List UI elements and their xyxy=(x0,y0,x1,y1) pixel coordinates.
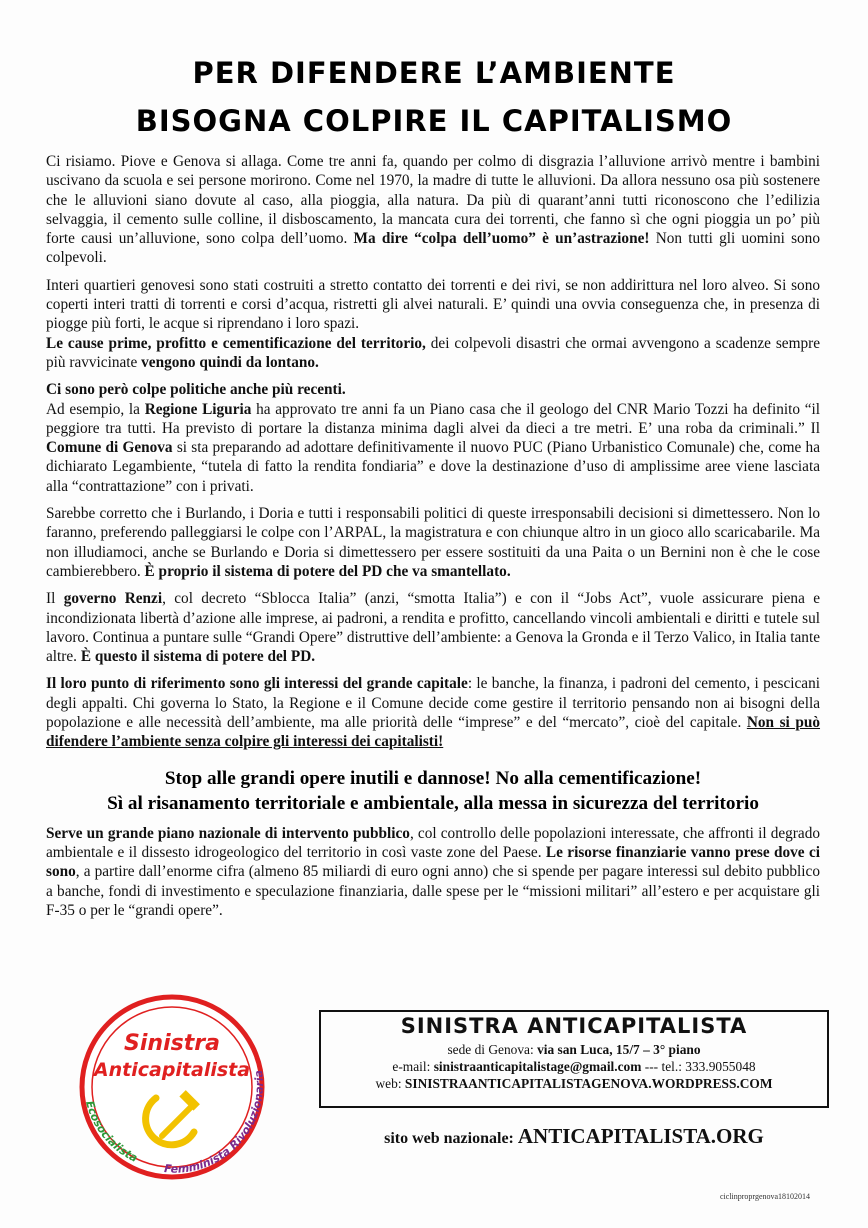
email-line xyxy=(321,1058,827,1075)
paragraph-7 xyxy=(46,674,820,751)
paragraph-6 xyxy=(46,589,820,666)
bold-text: Serve un grande piano nazionale di intervento pubblico xyxy=(46,824,410,842)
bold-text: vengono quindi da lontano. xyxy=(141,353,319,371)
bold-text: Regione Liguria xyxy=(144,400,252,418)
paragraph-8 xyxy=(46,824,820,920)
sede-label: sede di Genova: xyxy=(447,1042,538,1057)
contact-box xyxy=(319,1010,829,1108)
text: Ad esempio, la xyxy=(46,400,145,418)
paragraph-5 xyxy=(46,504,820,581)
bold-text: Ma dire “colpa dell’uomo” è un’astrazione! xyxy=(353,230,650,248)
bold-text: Il loro punto di riferimento sono gli interessi del grande capitale xyxy=(46,675,468,693)
underlined-bold-text: Non si può difendere l’ambiente senza colpire gli interessi dei capitalisti! xyxy=(46,714,821,751)
text: Ci risiamo. Piove e Genova si allaga. Come tre anni fa, quando per colmo di disgrazia l’alluvione arrivò mentre i bambini uscivano da scuola e sei persone morirono. Come nel 1970, la madre di tutte le alluvioni. Da allora nessuno osa più sostenere che le alluvioni siano dovute al caso, alla pioggia, alla natura. Da più di quarant’anni tutti riconoscono che l’edilizia selvaggia, il cemento sulle colline, il disboscamento, la mancata cura dei torrenti, che fanno sì che ogni pioggia un po’ più forte causi un’alluvione, sono colpa dell’uomo. xyxy=(46,153,820,248)
paragraph-1 xyxy=(46,152,820,268)
paragraph-4 xyxy=(46,380,820,496)
text: Non tutti gli uomini sono colpevoli. xyxy=(46,230,820,267)
party-logo xyxy=(64,990,282,1180)
tel-label: --- tel.: xyxy=(641,1059,686,1074)
bold-text: governo Renzi xyxy=(63,590,163,608)
web-line xyxy=(321,1075,827,1092)
text: , col decreto “Sblocca Italia” (anzi, “smotta Italia”) e con il “Jobs Act”, vuole assicurare piena e incondizionata libertà d’azione alle imprese, ai padroni, a rendita e profitto, cancellando vincoli ambientali e diritti e tutele sul lavoro. Continua a puntare sulle “Grandi Opere” distruttive dell’ambiente: a Genova la Gronda e il Terzo Valico, in Italia tante altre. xyxy=(46,590,820,666)
logo-line-1: Sinistra xyxy=(124,1031,220,1056)
bold-text: Le cause prime, profitto e cementificazione del territorio, xyxy=(46,334,426,352)
organization-name: SINISTRA ANTICAPITALISTA xyxy=(400,1014,748,1038)
text: Il xyxy=(46,590,64,608)
logo-arc-left-text: Ecosocialista xyxy=(83,1099,140,1165)
national-label: sito web nazionale: xyxy=(384,1130,518,1147)
article-body xyxy=(46,152,820,928)
bold-text: È proprio il sistema di potere del PD che va smantellato. xyxy=(144,562,511,580)
email-label: e-mail: xyxy=(392,1059,434,1074)
headline-line-2: BISOGNA COLPIRE IL CAPITALISMO xyxy=(135,104,733,138)
print-code: ciclinproprgenova18102014 xyxy=(720,1192,811,1201)
sede-line xyxy=(321,1041,827,1058)
slogan-line-1: Stop alle grandi opere inutili e dannose! No alla cementificazione! xyxy=(164,767,702,789)
text: , col controllo delle popolazioni interessate, che affronti il degrado ambientale e il dissesto idrogeologico del territorio in così vaste zone del Paese. xyxy=(46,824,820,861)
text: ha approvato tre anni fa un Piano casa che il geologo del CNR Mario Tozzi ha definito “il peggiore tra tutti. Ha previsto di portare la distanza minima dagli alvei da dieci a tre metri. E’ una roba da criminali.” Il xyxy=(46,400,820,437)
text: si sta preparando ad adottare definitivamente il nuovo PUC (Piano Urbanistico Comunale) che, come ha dichiarato Legambiente, “tutela di fatto la rendita fondiaria” e dove la destinazione d’uso di amplissime aree viene lasciata alla “contrattazione” con i privati. xyxy=(46,439,820,495)
text: : le banche, la finanza, i padroni del cemento, i pescicani degli appalti. Chi governa lo Stato, la Regione e il Comune decide come gestire il territorio pensando non ai bisogni della popolazione e alle necessità dell’ambiente, ma alle priorità delle “imprese” e del “mercato”, cioè del capitale. xyxy=(46,675,820,732)
slogans xyxy=(46,766,820,816)
web-label: web: xyxy=(375,1076,405,1091)
text: dei colpevoli disastri che ormai avvengono a scadenze sempre più ravvicinate xyxy=(46,334,821,371)
bold-text: È questo il sistema di potere del PD. xyxy=(80,648,316,666)
paragraph-3 xyxy=(46,334,820,373)
email-link[interactable]: sinistraanticapitalistage@gmail.com xyxy=(433,1059,642,1074)
national-link[interactable]: ANTICAPITALISTA.ORG xyxy=(517,1124,764,1148)
text: Sarebbe corretto che i Burlando, i Doria e tutti i responsabili politici di queste irresponsabili decisioni si dimettessero. Non lo faranno, preferendo palleggiarsi le colpe con l’ARPAL, la magistratura e con chiunque altro in un gioco allo scaricabarile. Ma non illudiamoci, anche se Burlando e Doria si dimettessero per essere sostituiti da una Paita o un Bernini non è che le cose cambierebbero. xyxy=(46,505,820,580)
bold-text: Le risorse finanziarie vanno prese dove ci sono xyxy=(46,843,821,881)
logo-arc-right-text: Femminista Rivoluzionaria xyxy=(163,1069,267,1176)
tel-number: 333.9055048 xyxy=(685,1059,756,1074)
bold-text: Ci sono però colpe politiche anche più recenti. xyxy=(46,381,346,399)
text: , a partire dall’enorme cifra (almeno 85 miliardi di euro ogni anno) che si spende per pagare interessi sul debito pubblico a banche, fondi di investimento e speculazione finanziaria, dalle spese per le “missioni militari” all’estero e per acquistare gli F-35 o per le “grandi opere”. xyxy=(46,863,820,919)
web-link[interactable]: SINISTRAANTICAPITALISTAGENOVA.WORDPRESS.COM xyxy=(404,1076,773,1091)
logo-line-2: Anticapitalista xyxy=(93,1059,251,1081)
national-website xyxy=(319,1124,829,1149)
slogan-line-2: Sì al risanamento territoriale e ambientale, alla messa in sicurezza del territorio xyxy=(107,792,759,814)
sede-address: via san Luca, 15/7 – 3° piano xyxy=(537,1042,701,1057)
headline-line-1: PER DIFENDERE L’AMBIENTE xyxy=(192,56,676,90)
paragraph-2: Interi quartieri genovesi sono stati costruiti a stretto contatto dei torrenti e dei rivi, se non addirittura nel loro alveo. Si sono coperti interi tratti di torrenti e corsi d’acqua, ristretti gli alvei naturali. E’ quindi una ovvia conseguenza che, in presenza di piogge più forti, le acque si riprendano i loro spazi. xyxy=(46,276,820,333)
bold-text: Comune di Genova xyxy=(46,439,173,457)
